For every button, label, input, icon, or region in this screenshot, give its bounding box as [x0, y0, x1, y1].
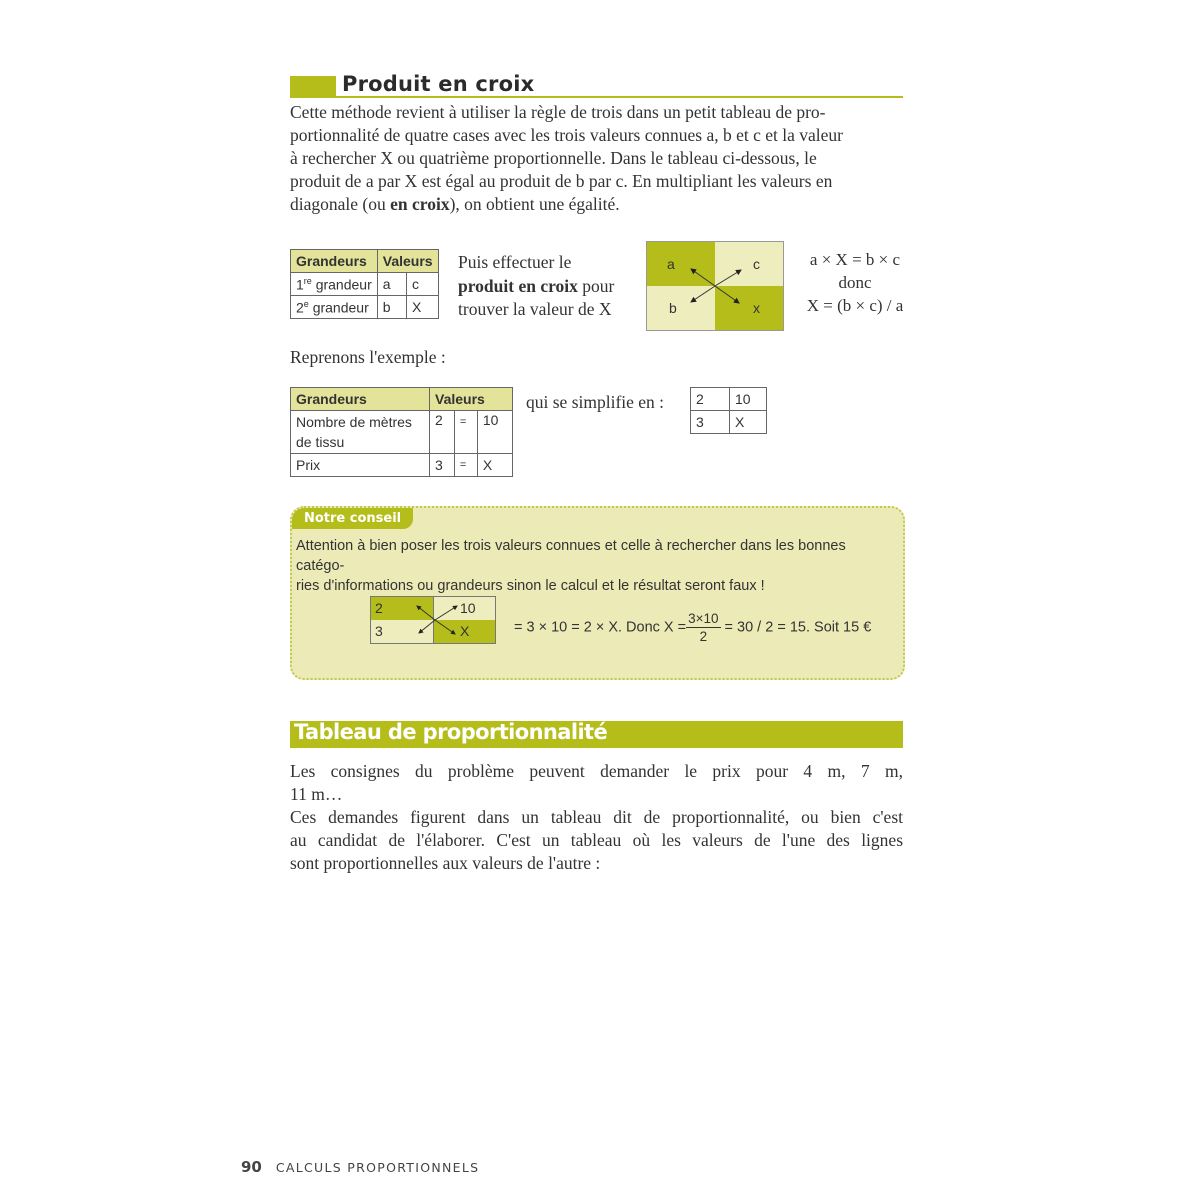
- header-cell: Valeurs: [377, 250, 438, 273]
- value-cell: X: [477, 454, 512, 477]
- label-rest: grandeur: [311, 276, 372, 293]
- formula-line: donc: [838, 273, 872, 292]
- tip-line: ries d'informations ou grandeurs sinon le calcul et le résultat seront faux !: [296, 578, 765, 594]
- formula-line: a × X = b × c: [809, 250, 901, 269]
- chapter-title: CALCULS PROPORTIONNELS: [275, 1160, 480, 1175]
- equals-cell: =: [454, 411, 477, 454]
- cross-product-formula: [790, 248, 920, 317]
- instruction-line: Puis effectuer le: [458, 252, 572, 272]
- table-row: [291, 411, 513, 454]
- paragraph-line: sont proportionnelles aux valeurs de l'autre :: [290, 853, 601, 873]
- text-fragment: ), on obtient une égalité.: [449, 194, 620, 214]
- tip-line: Attention à bien poser les trois valeurs connues et celle à rechercher dans les bonnes catégo-: [296, 538, 846, 574]
- bold-term: produit en croix: [458, 275, 578, 296]
- row-label: [291, 296, 378, 319]
- table-row: [291, 454, 513, 477]
- row-label: Prix: [291, 454, 430, 477]
- label-sup: e: [303, 298, 309, 309]
- header-cell: Valeurs: [430, 388, 513, 411]
- intro-line: Cette méthode revient à utiliser la règle de trois dans un petit tableau de pro-: [290, 102, 826, 122]
- cell-label: 10: [460, 600, 476, 616]
- page-footer: [241, 1157, 479, 1176]
- section-title: Tableau de proportionnalité: [294, 720, 608, 744]
- label-rest: grandeur: [308, 299, 369, 316]
- tip-box: [290, 506, 905, 680]
- text-fragment: pour: [577, 275, 615, 296]
- cell-label: x: [753, 300, 760, 316]
- value-cell: X: [406, 296, 438, 319]
- value-cell: b: [377, 296, 406, 319]
- cross-product-diagram: [646, 241, 784, 331]
- value-cell: c: [406, 273, 438, 296]
- formula-line: X = (b × c) / a: [806, 296, 904, 315]
- value-cell: 10: [730, 388, 767, 411]
- cell-label: c: [753, 256, 760, 272]
- fraction-numerator: 3×10: [688, 611, 719, 626]
- value-cell: 3: [691, 411, 730, 434]
- bold-term: en croix: [390, 194, 450, 214]
- intro-line: produit de a par X est égal au produit de b par c. En multipliant les valeurs en: [290, 171, 833, 191]
- grandeurs-table-generic: [290, 249, 439, 319]
- intro-paragraph: [290, 101, 903, 216]
- instruction-text: [458, 251, 614, 322]
- table-row: [291, 296, 439, 319]
- cell-label: 2: [375, 600, 383, 616]
- cell-label: a: [667, 256, 675, 272]
- simplify-text: qui se simplifie en :: [526, 392, 665, 412]
- mini-cross-table: [370, 596, 496, 644]
- equals-cell: =: [454, 454, 477, 477]
- header-cell: Grandeurs: [291, 388, 430, 411]
- value-cell: 3: [430, 454, 455, 477]
- value-cell: 2: [430, 411, 455, 454]
- tip-box-label: Notre conseil: [292, 508, 413, 529]
- page-number: 90: [241, 1158, 262, 1176]
- row-label: [291, 273, 378, 296]
- value-cell: X: [730, 411, 767, 434]
- fraction-denominator: 2: [699, 629, 708, 644]
- paragraph-line: Les consignes du problème peuvent demander le prix pour 4 m, 7 m,: [290, 761, 903, 781]
- example-table: [290, 387, 513, 477]
- section2-paragraph: [290, 760, 903, 875]
- intro-line: à rechercher X ou quatrième proportionnelle. Dans le tableau ci-dessous, le: [290, 148, 817, 168]
- value-cell: a: [377, 273, 406, 296]
- row-label: Nombre de mètres de tissu: [291, 411, 430, 454]
- label-num: 1: [296, 276, 304, 293]
- heading-accent-bar: [290, 76, 336, 96]
- paragraph-line: 11 m…: [290, 784, 343, 804]
- calculation-line: [514, 610, 871, 645]
- cell-label: X: [460, 623, 470, 639]
- table-header-row: [291, 388, 513, 411]
- table-row: [291, 273, 439, 296]
- table-row: [691, 388, 767, 411]
- text-fragment: diagonale (ou: [290, 194, 391, 214]
- label-num: 2: [296, 299, 304, 316]
- simplified-table: [690, 387, 767, 434]
- section-title: Produit en croix: [342, 72, 535, 96]
- example-intro: Reprenons l'exemple :: [290, 347, 446, 367]
- value-cell: 2: [691, 388, 730, 411]
- paragraph-line: au candidat de l'élaborer. C'est un tableau où les valeurs de l'une des lignes: [290, 830, 903, 850]
- label-sup: re: [303, 275, 312, 286]
- section-heading-produit-en-croix: [290, 74, 903, 98]
- calc-text: = 3 × 10 = 2 × X. Donc X =: [514, 619, 687, 636]
- intro-line: portionnalité de quatre cases avec les trois valeurs connues a, b et c et la valeur: [290, 125, 843, 145]
- calc-result: = 30 / 2 = 15. Soit 15 €: [724, 619, 872, 636]
- section-heading-tableau: [290, 721, 903, 748]
- table-header-row: [291, 250, 439, 273]
- fraction: [686, 611, 720, 646]
- cell-label: 3: [375, 623, 383, 639]
- intro-line: [290, 193, 903, 216]
- cross-arrows-icon: [371, 597, 495, 643]
- cell-label: b: [669, 300, 677, 316]
- table-row: [691, 411, 767, 434]
- tip-text: [296, 536, 898, 596]
- instruction-line: trouver la valeur de X: [458, 299, 612, 319]
- value-cell: 10: [477, 411, 512, 454]
- instruction-line: [458, 275, 614, 299]
- paragraph-line: Ces demandes figurent dans un tableau dit de proportionnalité, ou bien c'est: [290, 807, 903, 827]
- cross-arrows-icon: [647, 242, 783, 330]
- header-cell: Grandeurs: [291, 250, 378, 273]
